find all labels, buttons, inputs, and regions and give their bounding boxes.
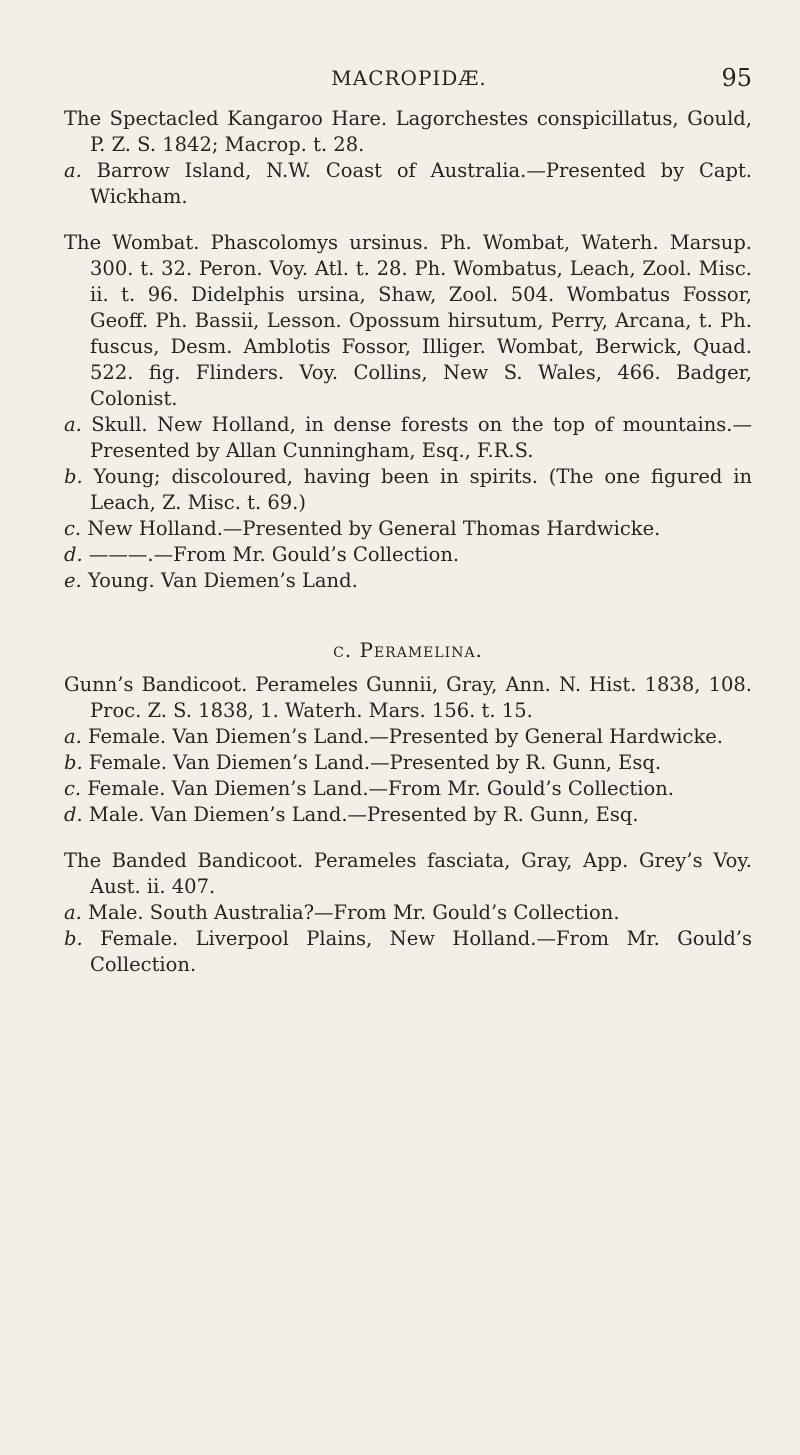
species-heading: Gunn’s Bandicoot. Perameles Gunnii, Gray, Ann. N. Hist. 1838, 108. Proc. Z. S. 1838, 1. Waterh. Mars. 156. t. 15. xyxy=(64,673,752,722)
running-head xyxy=(66,0,752,92)
item-letter: a. xyxy=(64,413,82,436)
item-letter: c. xyxy=(64,777,82,800)
specimen-item xyxy=(64,926,752,978)
item-letter: d. xyxy=(64,803,83,826)
specimen-item xyxy=(64,158,752,210)
specimen-item xyxy=(64,516,752,542)
item-text: Female. Van Diemen’s Land.—Presented by General Hardwicke. xyxy=(88,725,723,748)
species-heading: The Wombat. Phascolomys ursinus. Ph. Wombat, Waterh. Marsup. 300. t. 32. Peron. Voy. Atl. t. 28. Ph. Wombatus, Leach, Zool. Misc. ii. t. 96. Didelphis ursina, Shaw, Zool. 504. Wombatus Fossor, Geoff. Ph. Bassii, Lesson. Opossum hirsutum, Perry, Arcana, t. Ph. fuscus, Desm. Amblotis Fossor, Illiger. Wombat, Berwick, Quad. 522. fig. Flinders. Voy. Collins, New S. Wales, 466. Badger, Colonist. xyxy=(64,231,752,410)
item-text: Male. South Australia?—From Mr. Gould’s Collection. xyxy=(88,901,620,924)
item-text: ———.—From Mr. Gould’s Collection. xyxy=(88,543,460,566)
specimen-item xyxy=(64,542,752,568)
item-text: New Holland.—Presented by General Thomas Hardwicke. xyxy=(87,517,661,540)
item-text: Skull. New Holland, in dense forests on the top of mountains.—Presented by Allan Cunningham, Esq., F.R.S. xyxy=(90,413,752,462)
item-letter: c. xyxy=(64,517,82,540)
item-letter: b. xyxy=(64,465,83,488)
item-text: Female. Van Diemen’s Land.—From Mr. Gould’s Collection. xyxy=(87,777,675,800)
item-letter: e. xyxy=(64,569,82,592)
specimen-item xyxy=(64,802,752,828)
specimen-item xyxy=(64,412,752,464)
item-letter: d. xyxy=(64,543,83,566)
running-title: MACROPIDÆ. xyxy=(331,66,487,90)
specimen-item xyxy=(64,776,752,802)
item-letter: a. xyxy=(64,901,82,924)
item-letter: b. xyxy=(64,751,83,774)
item-text: Young. Van Diemen’s Land. xyxy=(87,569,358,592)
page-number: 95 xyxy=(721,64,752,92)
specimen-item xyxy=(64,724,752,750)
specimen-item xyxy=(64,900,752,926)
specimen-item xyxy=(64,568,752,594)
specimen-item xyxy=(64,464,752,516)
species-heading: The Banded Bandicoot. Perameles fasciata, Gray, App. Grey’s Voy. Aust. ii. 407. xyxy=(64,849,752,898)
specimen-item xyxy=(64,750,752,776)
item-letter: a. xyxy=(64,725,82,748)
item-text: Barrow Island, N.W. Coast of Australia.—Presented by Capt. Wickham. xyxy=(90,159,753,208)
species-heading: The Spectacled Kangaroo Hare. Lagorchestes conspicillatus, Gould, P. Z. S. 1842; Macrop. t. 28. xyxy=(64,107,752,156)
item-text: Female. Liverpool Plains, New Holland.—From Mr. Gould’s Collection. xyxy=(90,927,753,976)
item-text: Male. Van Diemen’s Land.—Presented by R. Gunn, Esq. xyxy=(88,803,639,826)
item-text: Female. Van Diemen’s Land.—Presented by R. Gunn, Esq. xyxy=(88,751,662,774)
item-text: Young; discoloured, having been in spirits. (The one figured in Leach, Z. Misc. t. 69.) xyxy=(90,465,753,514)
item-letter: b. xyxy=(64,927,83,950)
item-letter: a. xyxy=(64,159,82,182)
page-body xyxy=(64,106,752,978)
section-heading: c. Peramelina. xyxy=(333,638,483,662)
